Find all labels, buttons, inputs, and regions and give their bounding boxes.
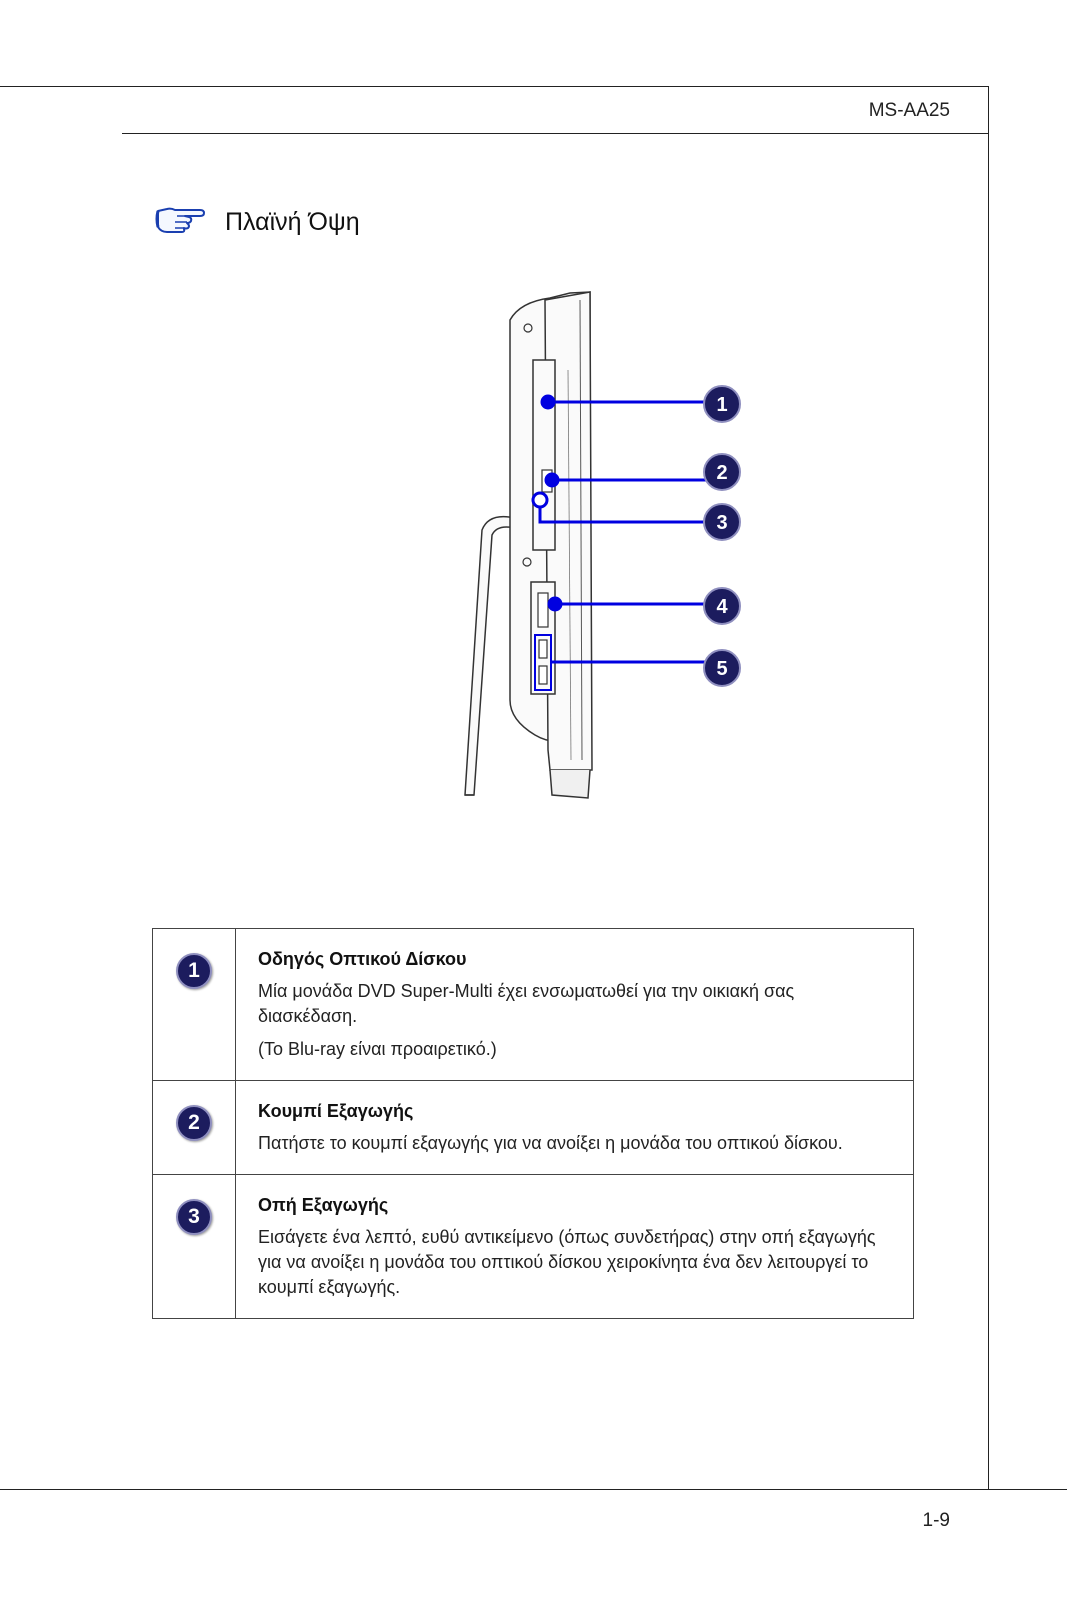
callout-5: [704, 650, 740, 686]
item-description: Πατήστε το κουμπί εξαγωγής για να ανοίξει η μονάδα του οπτικού δίσκου.: [258, 1133, 843, 1153]
card-reader-slot: [538, 593, 548, 627]
header-rule: [0, 86, 988, 87]
item-description: Μία μονάδα DVD Super-Multi έχει ενσωματωθεί για την οικιακή σας διασκέδαση.: [258, 981, 795, 1026]
section-title: Πλαϊνή Όψη: [225, 208, 360, 236]
page-number: 1-9: [922, 1510, 950, 1531]
item-title: Οπή Εξαγωγής: [258, 1195, 389, 1215]
callout-1: [704, 386, 740, 422]
table-row: [153, 1175, 914, 1319]
item-number-badge: 1: [176, 953, 212, 989]
callout-2: [704, 454, 740, 490]
margin-rule: [988, 86, 989, 1490]
table-row: [153, 1081, 914, 1175]
item-description: Εισάγετε ένα λεπτό, ευθύ αντικείμενο (όπως συνδετήρας) στην οπή εξαγωγής για να ανοίξει η μονάδα του οπτικού δίσκου χειροκίνητα ένα δεν λειτουργεί το κουμπί εξαγωγής.: [258, 1227, 876, 1297]
svg-text:2: 2: [716, 462, 728, 484]
usb-port: [539, 666, 547, 684]
item-number-badge: 2: [176, 1105, 212, 1141]
footer-rule: [0, 1489, 1067, 1490]
svg-text:1: 1: [716, 394, 728, 416]
section-heading: [155, 205, 360, 240]
callout-4: [704, 588, 740, 624]
usb-port: [539, 640, 547, 658]
pointing-hand-icon: [155, 205, 207, 240]
side-view-figure: [430, 290, 800, 830]
header-subrule: [122, 133, 988, 134]
table-row: [153, 929, 914, 1081]
svg-text:3: 3: [716, 512, 728, 534]
item-note: (Το Blu-ray είναι προαιρετικό.): [258, 1039, 497, 1059]
item-title: Κουμπί Εξαγωγής: [258, 1101, 414, 1121]
feature-table: [152, 928, 914, 1319]
svg-text:5: 5: [716, 658, 728, 680]
svg-text:4: 4: [716, 596, 728, 618]
item-title: Οδηγός Οπτικού Δίσκου: [258, 949, 467, 969]
model-name: MS-AA25: [868, 100, 950, 121]
item-number-badge: 3: [176, 1199, 212, 1235]
callout-3: [704, 504, 740, 540]
